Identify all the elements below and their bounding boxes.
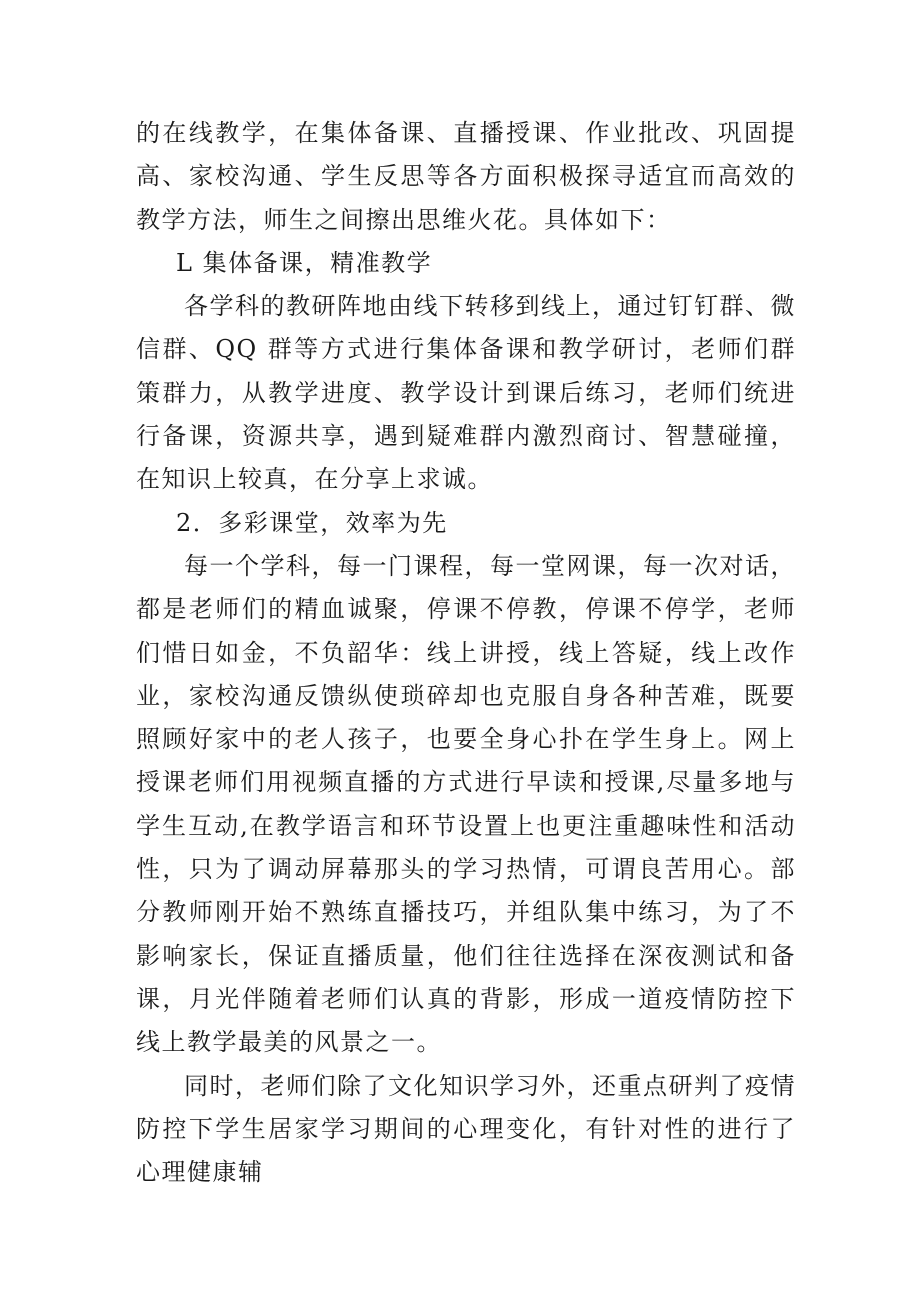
paragraph-psychology: 同时，老师们除了文化知识学习外，还重点研判了疫情防控下学生居家学习期间的心理变化，有针对性的进行了心理健康辅 (136, 1071, 796, 1187)
paragraph-collective-preparation: 各学科的教研阵地由线下转移到线上，通过钉钉群、微信群、QQ 群等方式进行集体备课和教学研讨，老师们群策群力，从教学进度、教学设计到课后练习，老师们统进行备课，资源共享，遇到疑难群内激烈商讨、智慧碰撞，在知识上较真，在分享上求诚。 (136, 292, 796, 494)
paragraph-classroom: 每一个学科，每一门课程，每一堂网课，每一次对话，都是老师们的精血诚聚，停课不停教，停课不停学，老师们惜日如金，不负韶华：线上讲授，线上答疑，线上改作业，家校沟通反馈纵使琐碎却也克服自身各种苦难，既要照顾好家中的老人孩子，也要全身心扑在学生身上。网上授课老师们用视频直播的方式进行早读和授课,尽量多地与学生互动,在教学语言和环节设置上也更注重趣味性和活动性，只为了调动屏幕那头的学习热情，可谓良苦用心。部分教师刚开始不熟练直播技巧，并组队集中练习，为了不影响家长，保证直播质量，他们往往选择在深夜测试和备课，月光伴随着老师们认真的背影，形成一道疫情防控下线上教学最美的风景之一。 (136, 551, 796, 1057)
section-heading-1: L 集体备课，精准教学 (176, 248, 433, 277)
document-body (136, 112, 796, 1194)
section-heading-2: 2．多彩课堂，效率为先 (176, 508, 448, 537)
paragraph-continuation: 的在线教学，在集体备课、直播授课、作业批改、巩固提高、家校沟通、学生反思等各方面积极探寻适宜而高效的教学方法，师生之间擦出思维火花。具体如下： (136, 119, 796, 234)
